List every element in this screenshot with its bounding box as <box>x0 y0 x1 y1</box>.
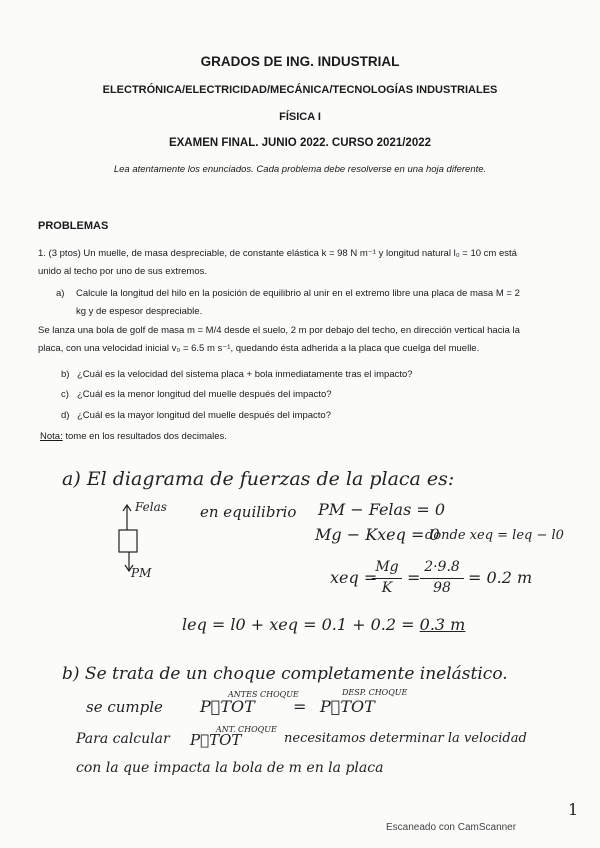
p1-intro-line1: 1. (3 ptos) Un muelle, de masa despreciable, de constante elástica k = 98 N m⁻¹ y longitud natural l₀ = 10 cm está <box>38 248 517 259</box>
hw-p-desp: P⃗TOT <box>320 697 375 716</box>
hw-eq2: Mg − Kxeq = 0 <box>315 525 440 544</box>
note <box>40 431 227 442</box>
item-d-label: d) <box>61 410 70 421</box>
hw-frac1-den: K <box>381 580 393 596</box>
title-grados: GRADOS DE ING. INDUSTRIAL <box>200 54 400 69</box>
title-subject: FÍSICA I <box>279 111 321 123</box>
hw-eq-sign: = <box>407 568 421 587</box>
item-c-text: ¿Cuál es la menor longitud del muelle después del impacto? <box>77 389 332 400</box>
hw-xeq-lhs: xeq = <box>330 568 378 587</box>
hw-p-antes-sup: ANTES CHOQUE <box>228 690 299 699</box>
instructions: Lea atentamente los enunciados. Cada problema debe resolverse en una hoja diferente. <box>113 164 487 175</box>
note-label: Nota: <box>40 431 63 442</box>
hw-p-m: PM <box>131 566 152 580</box>
hw-xeq-result: = 0.2 m <box>468 568 533 587</box>
item-a-line2: kg y de espesor despreciable. <box>76 306 203 317</box>
hw-leq-result: 0.3 m <box>419 615 466 634</box>
camscanner-watermark: Escaneado con CamScanner <box>386 822 517 833</box>
title-exam: EXAMEN FINAL. JUNIO 2022. CURSO 2021/2022 <box>168 137 432 149</box>
hw-p-eq: = <box>293 697 307 716</box>
page-number: 1 <box>568 800 579 819</box>
problems-heading: PROBLEMAS <box>38 220 109 232</box>
hw-p-ant: P⃗TOT <box>190 731 242 749</box>
hw-f-elas: Felas <box>135 500 167 514</box>
statement-line1: Se lanza una bola de golf de masa m = M/4 desde el suelo, 2 m por debajo del techo, en dirección vertical hacia la <box>38 325 520 336</box>
p1-intro-line2: unido al techo por uno de sus extremos. <box>38 266 207 277</box>
hw-frac2-num: 2·9.8 <box>424 559 460 575</box>
hw-frac1-bar <box>372 578 402 579</box>
note-text: tome en los resultados dos decimales. <box>62 431 227 442</box>
hw-donde: donde xeq = leq − l0 <box>425 528 564 543</box>
hw-eq1: PM − Felas = 0 <box>318 500 446 519</box>
statement-line2: placa, con una velocidad inicial v₀ = 6.5 m s⁻¹, quedando ésta adherida a la placa que cuelga del muelle. <box>38 343 480 354</box>
hw-con-la: con la que impacta la bola de m en la placa <box>76 760 384 776</box>
hw-para-calc: Para calcular <box>76 731 170 747</box>
hw-part-a-intro: a) El diagrama de fuerzas de la placa es: <box>62 468 455 490</box>
hw-frac2-bar <box>420 578 464 579</box>
item-b-text: ¿Cuál es la velocidad del sistema placa + bola inmediatamente tras el impacto? <box>77 369 413 380</box>
hw-frac1-num: Mg <box>375 559 399 575</box>
item-b-label: b) <box>61 369 70 380</box>
hw-part-b-intro: b) Se trata de un choque completamente inelástico. <box>62 664 508 684</box>
hw-p-antes: P⃗TOT <box>200 697 255 716</box>
item-c-label: c) <box>61 389 69 400</box>
hw-p-ant-sup: ANT. CHOQUE <box>216 725 277 734</box>
item-d-text: ¿Cuál es la mayor longitud del muelle después del impacto? <box>77 410 331 421</box>
hw-equilibrio: en equilibrio <box>200 503 297 521</box>
title-degrees: ELECTRÓNICA/ELECTRICIDAD/MECÁNICA/TECNOLOGÍAS INDUSTRIALES <box>102 84 498 96</box>
item-a-line1: Calcule la longitud del hilo en la posición de equilibrio al unir en el extremo libre una placa de masa M = 2 <box>76 288 520 299</box>
hw-necesitamos: necesitamos determinar la velocidad <box>284 731 527 746</box>
hw-se-cumple: se cumple <box>86 698 163 716</box>
hw-leq-expr: leq = l0 + xeq = 0.1 + 0.2 = <box>182 615 420 634</box>
hw-leq-line <box>182 615 465 634</box>
hw-frac2-den: 98 <box>433 580 451 596</box>
hw-p-desp-sup: DESP. CHOQUE <box>342 688 408 697</box>
item-a-label: a) <box>56 288 65 299</box>
